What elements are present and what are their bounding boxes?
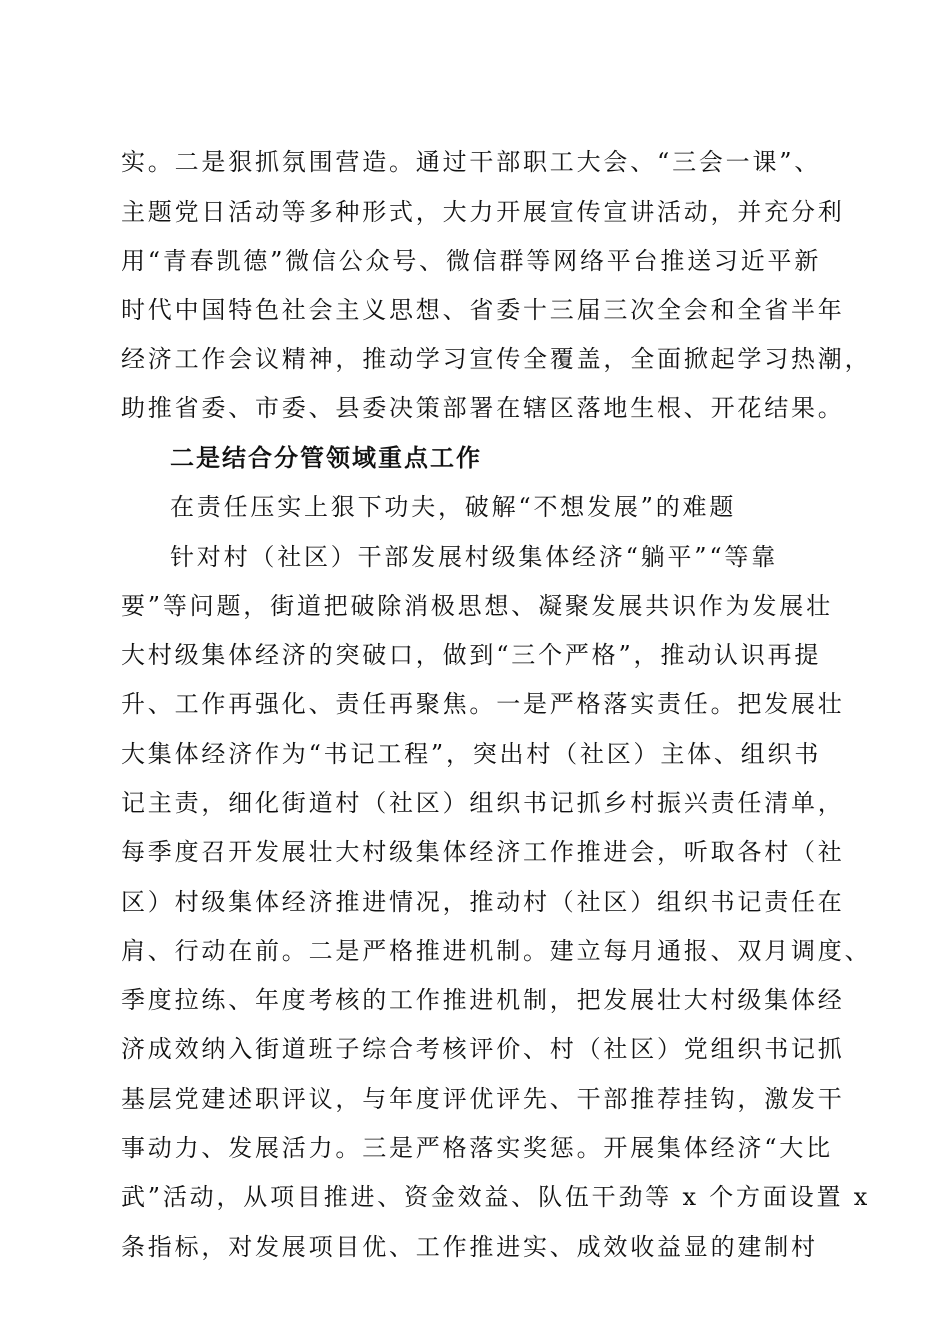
body-text-line: 主题党日活动等多种形式，大力开展宣传宣讲活动，并充分利 <box>121 198 845 226</box>
body-text-line: 升、工作再强化、责任再聚焦。一是严格落实责任。把发展壮 <box>121 690 845 718</box>
section-heading: 二是结合分管领域重点工作 <box>170 443 482 472</box>
body-text-line: 要”等问题，街道把破除消极思想、凝聚发展共识作为发展壮 <box>121 592 833 620</box>
body-text-line: 大集体经济作为“书记工程”，突出村（社区）主体、组织书 <box>121 740 822 768</box>
subsection-heading: 在责任压实上狠下功夫，破解“不想发展”的难题 <box>170 493 737 521</box>
body-text-line: 条指标，对发展项目优、工作推进实、成效收益显的建制村 <box>121 1233 818 1261</box>
body-text-line: 经济工作会议精神，推动学习宣传全覆盖，全面掀起学习热潮， <box>121 345 872 373</box>
body-text-line: 记主责，细化街道村（社区）组织书记抓乡村振兴责任清单， <box>121 789 845 817</box>
body-text-line: 肩、行动在前。二是严格推进机制。建立每月通报、双月调度、 <box>121 937 872 965</box>
body-text-line: 实。二是狠抓氛围营造。通过干部职工大会、“三会一课”、 <box>121 148 822 176</box>
body-text-line: 区）村级集体经济推进情况，推动村（社区）组织书记责任在 <box>121 888 845 916</box>
body-text-line: 季度拉练、年度考核的工作推进机制，把发展壮大村级集体经 <box>121 986 845 1014</box>
body-text-line: 时代中国特色社会主义思想、省委十三届三次全会和全省半年 <box>121 296 845 324</box>
body-text-line: 武”活动，从项目推进、资金效益、队伍干劲等 x 个方面设置 x <box>121 1183 871 1211</box>
body-text-line: 大村级集体经济的突破口，做到“三个严格”，推动认识再提 <box>121 641 822 669</box>
body-text-line: 针对村（社区）干部发展村级集体经济“躺平”“等靠 <box>170 543 779 571</box>
body-text-line: 助推省委、市委、县委决策部署在辖区落地生根、开花结果。 <box>121 394 845 422</box>
body-text-line: 事动力、发展活力。三是严格落实奖惩。开展集体经济“大比 <box>121 1134 833 1162</box>
body-text-line: 济成效纳入街道班子综合考核评价、村（社区）党组织书记抓 <box>121 1035 845 1063</box>
body-text-line: 每季度召开发展壮大村级集体经济工作推进会，听取各村（社 <box>121 838 845 866</box>
body-text-line: 用“青春凯德”微信公众号、微信群等网络平台推送习近平新 <box>121 247 822 275</box>
body-text-line: 基层党建述职评议，与年度评优评先、干部推荐挂钩，激发干 <box>121 1085 845 1113</box>
